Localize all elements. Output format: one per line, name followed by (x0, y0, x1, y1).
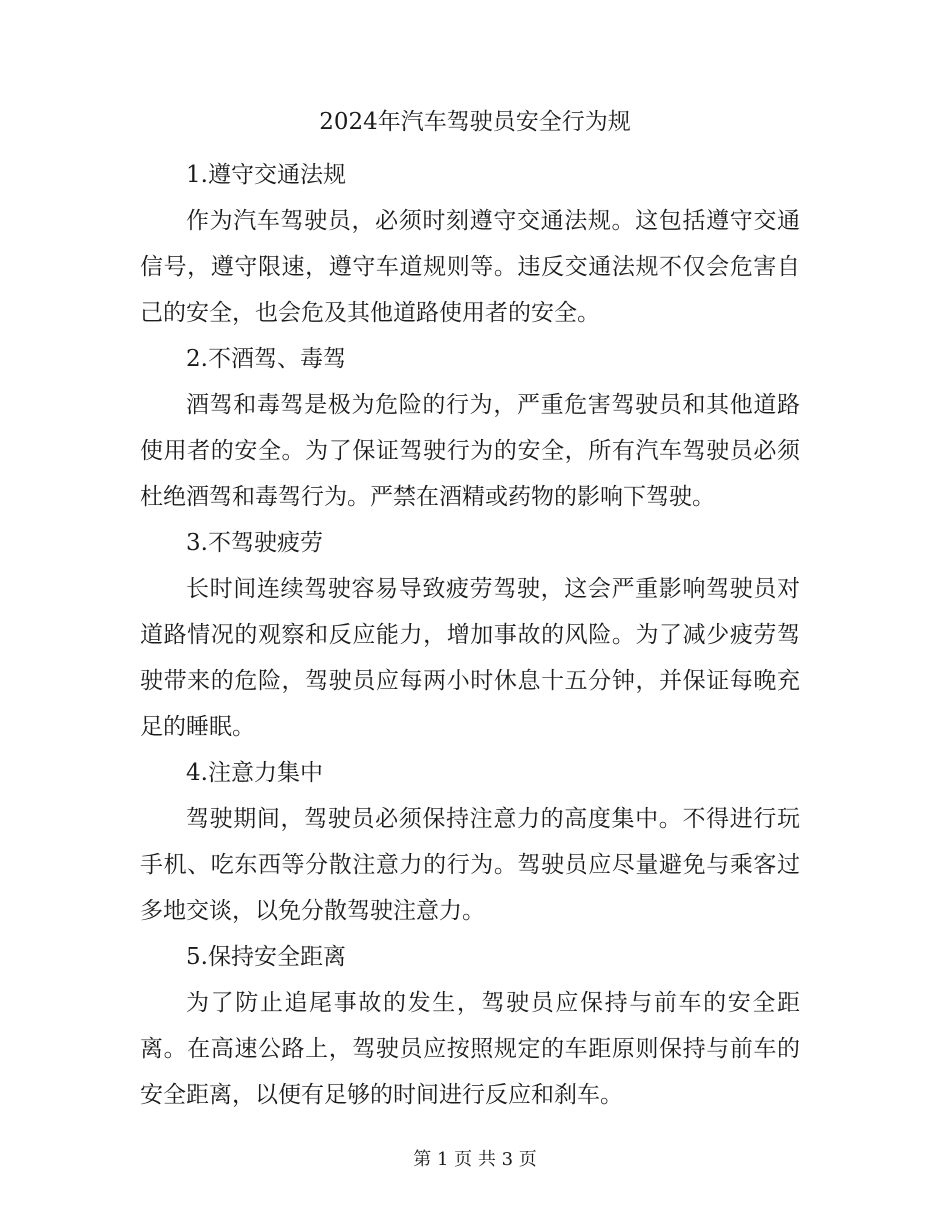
document-body (140, 152, 800, 1118)
section-heading-2: 2.不酒驾、毒驾 (186, 346, 346, 372)
section-paragraph-4: 驾驶期间，驾驶员必须保持注意力的高度集中。不得进行玩手机、吃东西等分散注意力的行为。驾驶员应尽量避免与乘客过多地交谈，以免分散驾驶注意力。 (140, 806, 800, 924)
page-footer: 第 1 页 共 3 页 (413, 1149, 537, 1170)
page-title: 2024年汽车驾驶员安全行为规 (319, 109, 631, 135)
section-heading-3: 3.不驾驶疲劳 (186, 530, 323, 556)
section-paragraph-1: 作为汽车驾驶员，必须时刻遵守交通法规。这包括遵守交通信号，遵守限速，遵守车道规则等。违反交通法规不仅会危害自己的安全，也会危及其他道路使用者的安全。 (140, 208, 800, 326)
section-paragraph-3: 长时间连续驾驶容易导致疲劳驾驶，这会严重影响驾驶员对道路情况的观察和反应能力，增加事故的风险。为了减少疲劳驾驶带来的危险，驾驶员应每两小时休息十五分钟，并保证每晚充足的睡眠。 (140, 576, 800, 740)
section-paragraph-2: 酒驾和毒驾是极为危险的行为，严重危害驾驶员和其他道路使用者的安全。为了保证驾驶行为的安全，所有汽车驾驶员必须杜绝酒驾和毒驾行为。严禁在酒精或药物的影响下驾驶。 (140, 392, 800, 510)
section-heading-4: 4.注意力集中 (186, 760, 323, 786)
section-heading-5: 5.保持安全距离 (186, 944, 346, 970)
section-heading-1: 1.遵守交通法规 (186, 162, 346, 188)
section-paragraph-5: 为了防止追尾事故的发生，驾驶员应保持与前车的安全距离。在高速公路上，驾驶员应按照规定的车距原则保持与前车的安全距离，以便有足够的时间进行反应和刹车。 (140, 990, 800, 1108)
